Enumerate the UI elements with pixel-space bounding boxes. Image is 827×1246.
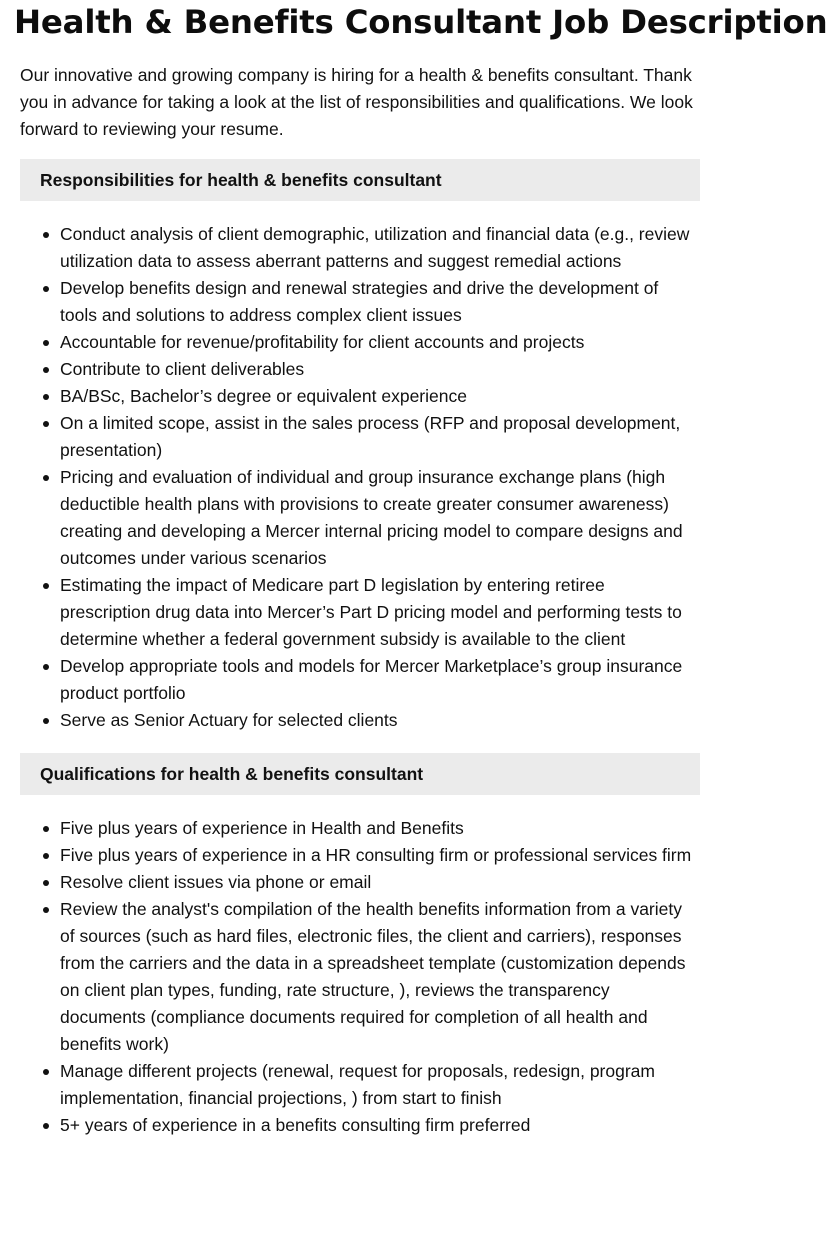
responsibilities-list — [20, 221, 700, 734]
page-title: Health & Benefits Consultant Job Description — [14, 3, 827, 41]
list-item: Resolve client issues via phone or email — [60, 869, 700, 896]
list-item: Contribute to client deliverables — [60, 356, 700, 383]
list-item: Estimating the impact of Medicare part D legislation by entering retiree prescription drug data into Mercer’s Part D pricing model and performing tests to determine whether a federal government subsidy is available to the client — [60, 572, 700, 653]
list-item: Review the analyst's compilation of the health benefits information from a variety of sources (such as hard files, electronic files, the client and carriers), responses from the carriers and the data in a spreadsheet template (customization depends on client plan types, funding, rate structure, ), reviews the transparency documents (compliance documents required for completion of all health and benefits work) — [60, 896, 700, 1058]
qualifications-list — [20, 815, 700, 1139]
responsibilities-heading: Responsibilities for health & benefits consultant — [20, 159, 700, 201]
list-item: 5+ years of experience in a benefits consulting firm preferred — [60, 1112, 700, 1139]
list-item: Accountable for revenue/profitability for client accounts and projects — [60, 329, 700, 356]
list-item: On a limited scope, assist in the sales process (RFP and proposal development, presentation) — [60, 410, 700, 464]
list-item: Develop appropriate tools and models for Mercer Marketplace’s group insurance product portfolio — [60, 653, 700, 707]
list-item: Manage different projects (renewal, request for proposals, redesign, program implementation, financial projections, ) from start to finish — [60, 1058, 700, 1112]
list-item: Five plus years of experience in Health and Benefits — [60, 815, 700, 842]
list-item: BA/BSc, Bachelor’s degree or equivalent experience — [60, 383, 700, 410]
qualifications-heading: Qualifications for health & benefits consultant — [20, 753, 700, 795]
list-item: Pricing and evaluation of individual and group insurance exchange plans (high deductible health plans with provisions to create greater consumer awareness) creating and developing a Mercer internal pricing model to compare designs and outcomes under various scenarios — [60, 464, 700, 572]
intro-paragraph: Our innovative and growing company is hiring for a health & benefits consultant. Thank you in advance for taking a look at the list of responsibilities and qualifications. We look forward to reviewing your resume. — [20, 65, 693, 139]
list-item: Five plus years of experience in a HR consulting firm or professional services firm — [60, 842, 700, 869]
list-item: Serve as Senior Actuary for selected clients — [60, 707, 700, 734]
list-item: Conduct analysis of client demographic, utilization and financial data (e.g., review utilization data to assess aberrant patterns and suggest remedial actions — [60, 221, 700, 275]
list-item: Develop benefits design and renewal strategies and drive the development of tools and solutions to address complex client issues — [60, 275, 700, 329]
